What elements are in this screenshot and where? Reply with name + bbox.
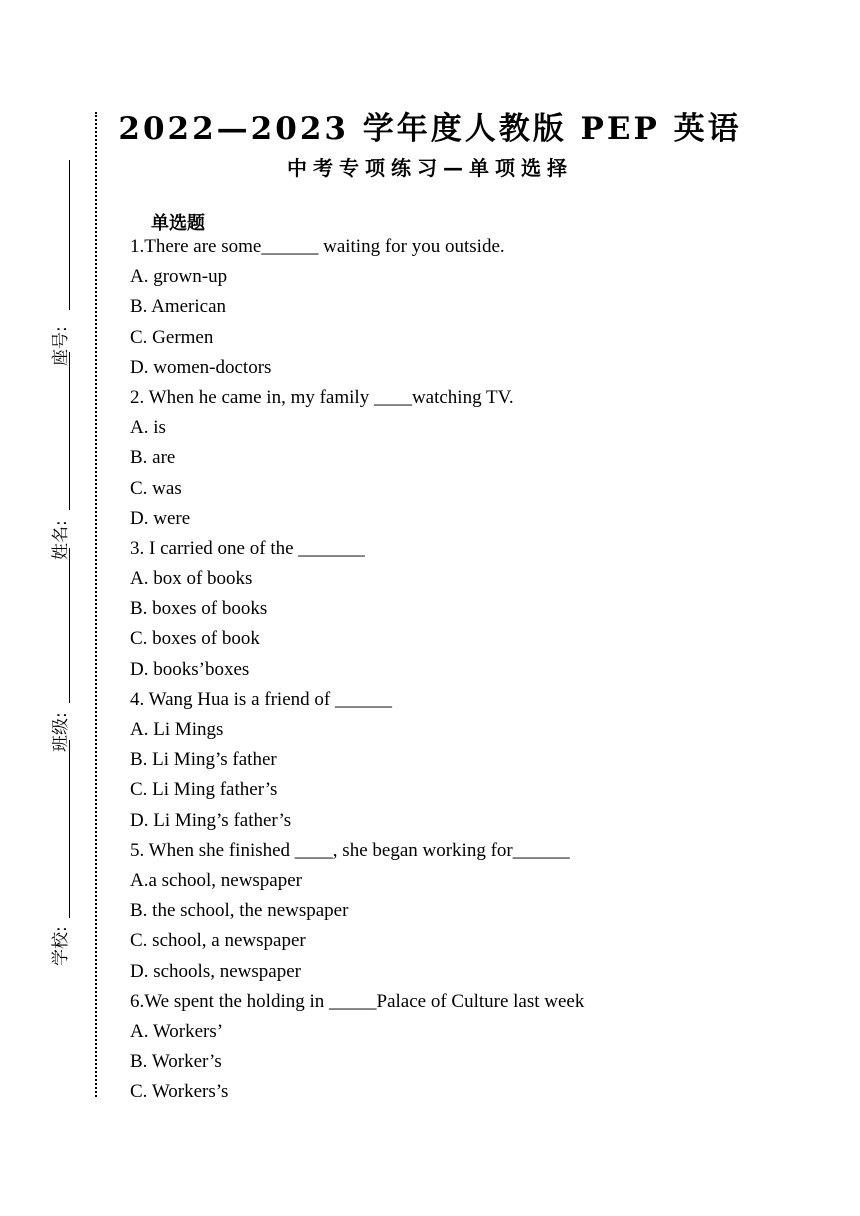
school-label: 学校: (51, 926, 71, 966)
seat-number-field[interactable] (48, 160, 74, 380)
answer-option: A. box of books (130, 568, 253, 590)
binding-line (95, 112, 97, 1097)
answer-option: D. were (130, 507, 191, 529)
answer-option: A.a school, newspaper (130, 869, 303, 891)
question-stem: 2. When he came in, my family ____watching TV. (130, 386, 514, 408)
answer-option: A. is (130, 417, 166, 439)
question-stem: 4. Wang Hua is a friend of ______ (130, 688, 392, 710)
answer-option: A. Li Mings (130, 719, 224, 740)
answer-option: C. was (130, 477, 182, 499)
page-title: 2022—2023 学年度人教版 PEP 英语 (118, 111, 742, 147)
answer-option: D. women-doctors (130, 356, 272, 378)
question-stem: 1.There are some______ waiting for you outside. (130, 236, 505, 257)
answer-option: C. Workers’s (130, 1081, 229, 1103)
school-field[interactable] (48, 740, 74, 980)
answer-option: B. are (130, 447, 176, 469)
answer-option: D. books’boxes (130, 658, 250, 680)
answer-option: C. school, a newspaper (130, 930, 306, 952)
answer-option: C. Germen (130, 326, 214, 348)
page-subtitle: 中考专项练习—单项选择 (287, 156, 573, 180)
answer-option: B. Worker’s (130, 1051, 222, 1073)
class-label: 班级: (51, 712, 71, 752)
answer-option: D. Li Ming’s father’s (130, 809, 292, 831)
answer-option: D. schools, newspaper (130, 960, 301, 982)
question-stem: 6.We spent the holding in _____Palace of Culture last week (130, 990, 585, 1012)
question-stem: 5. When she finished ____, she began working for______ (130, 839, 570, 861)
answer-option: C. boxes of book (130, 628, 260, 650)
name-label: 姓名: (51, 520, 71, 560)
answer-option: B. boxes of books (130, 598, 268, 620)
seat-number-label: 座号: (51, 326, 71, 366)
answer-option: C. Li Ming father’s (130, 779, 278, 801)
name-field[interactable] (48, 352, 74, 572)
class-field[interactable] (48, 548, 74, 768)
answer-option: B. American (130, 296, 227, 318)
question-stem: 3. I carried one of the _______ (130, 537, 365, 559)
question-list (130, 232, 830, 1107)
answer-option: A. Workers’ (130, 1020, 224, 1042)
section-title: 单选题 (151, 213, 205, 234)
answer-option: B. Li Ming’s father (130, 749, 277, 771)
answer-option: B. the school, the newspaper (130, 900, 349, 922)
answer-option: A. grown-up (130, 266, 228, 288)
